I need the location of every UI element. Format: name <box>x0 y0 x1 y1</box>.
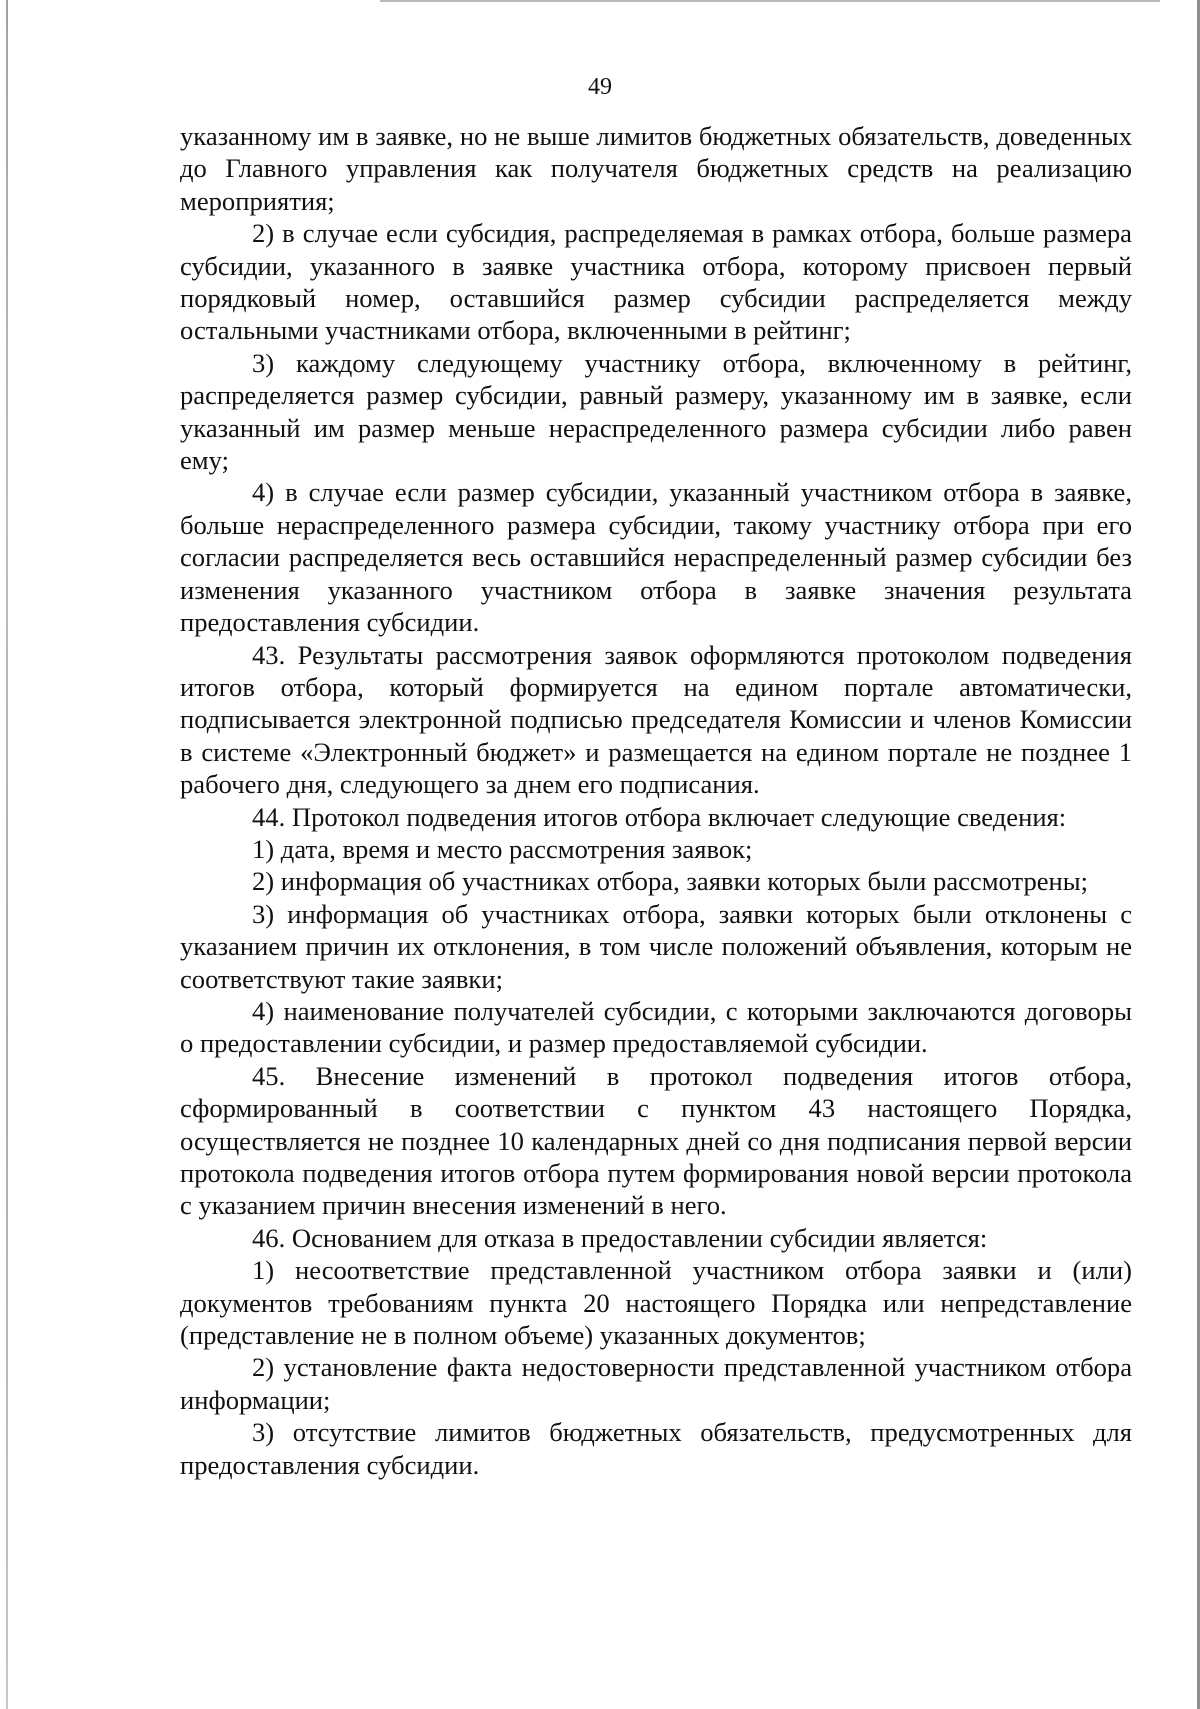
paragraph: указанному им в заявке, но не выше лимитов бюджетных обязательств, доведенных до Главного управления как получателя бюджетных средств на реализацию мероприятия; <box>180 121 1132 216</box>
paragraph: 1) дата, время и место рассмотрения заявок; <box>252 833 753 864</box>
paragraph: 1) несоответствие представленной участником отбора заявки и (или) документов требованиям пункта 20 настоящего Порядка или непредставление (представление не в полном объеме) указанных документов; <box>180 1255 1132 1351</box>
scan-edge-left <box>6 0 8 1709</box>
paragraph: 4) в случае если размер субсидии, указанный участником отбора в заявке, больше нераспределенного размера субсидии, такому участнику отбора при его согласии распределяется весь оставшийся нераспределенный размер субсидии без изменения указанного участником отбора в заявке значения результата предоставления субсидии. <box>180 477 1132 638</box>
document-body <box>180 120 1132 1481</box>
paragraph: 2) установление факта недостоверности представленной участником отбора информации; <box>180 1352 1132 1415</box>
scan-edge-top <box>380 0 1160 2</box>
paragraph: 45. Внесение изменений в протокол подведения итогов отбора, сформированный в соответствии с пунктом 43 настоящего Порядка, осуществляется не позднее 10 календарных дней со дня подписания первой версии протокола подведения итогов отбора путем формирования новой версии протокола с указанием причин внесения изменений в него. <box>180 1060 1132 1221</box>
paragraph: 3) каждому следующему участнику отбора, включенному в рейтинг, распределяется размер субсидии, равный размеру, указанному им в заявке, если указанный им размер меньше нераспределенного размера субсидии либо равен ему; <box>180 347 1132 476</box>
paragraph: 2) в случае если субсидия, распределяемая в рамках отбора, больше размера субсидии, указанного в заявке участника отбора, которому присвоен первый порядковый номер, оставшийся размер субсидии распределяется между остальными участниками отбора, включенными в рейтинг; <box>180 218 1132 346</box>
paragraph: 46. Основанием для отказа в предоставлении субсидии является: <box>252 1222 988 1253</box>
paragraph: 4) наименование получателей субсидии, с которыми заключаются договоры о предоставлении субсидии, и размер предоставляемой субсидии. <box>180 995 1132 1059</box>
paragraph: 3) информация об участниках отбора, заявки которых были отклонены с указанием причин их отклонения, в том числе положений объявления, которым не соответствуют такие заявки; <box>180 898 1132 994</box>
page-number: 49 <box>588 74 612 100</box>
paragraph: 43. Результаты рассмотрения заявок оформляются протоколом подведения итогов отбора, который формируется на едином портале автоматически, подписывается электронной подписью председателя Комиссии и членов Комиссии в системе «Электронный бюджет» и размещается на едином портале не позднее 1 рабочего дня, следующего за днем его подписания. <box>180 639 1132 800</box>
paragraph: 44. Протокол подведения итогов отбора включает следующие сведения: <box>252 801 1067 832</box>
paragraph: 3) отсутствие лимитов бюджетных обязательств, предусмотренных для предоставления субсидии. <box>180 1417 1132 1480</box>
paragraph: 2) информация об участниках отбора, заявки которых были рассмотрены; <box>252 866 1089 897</box>
